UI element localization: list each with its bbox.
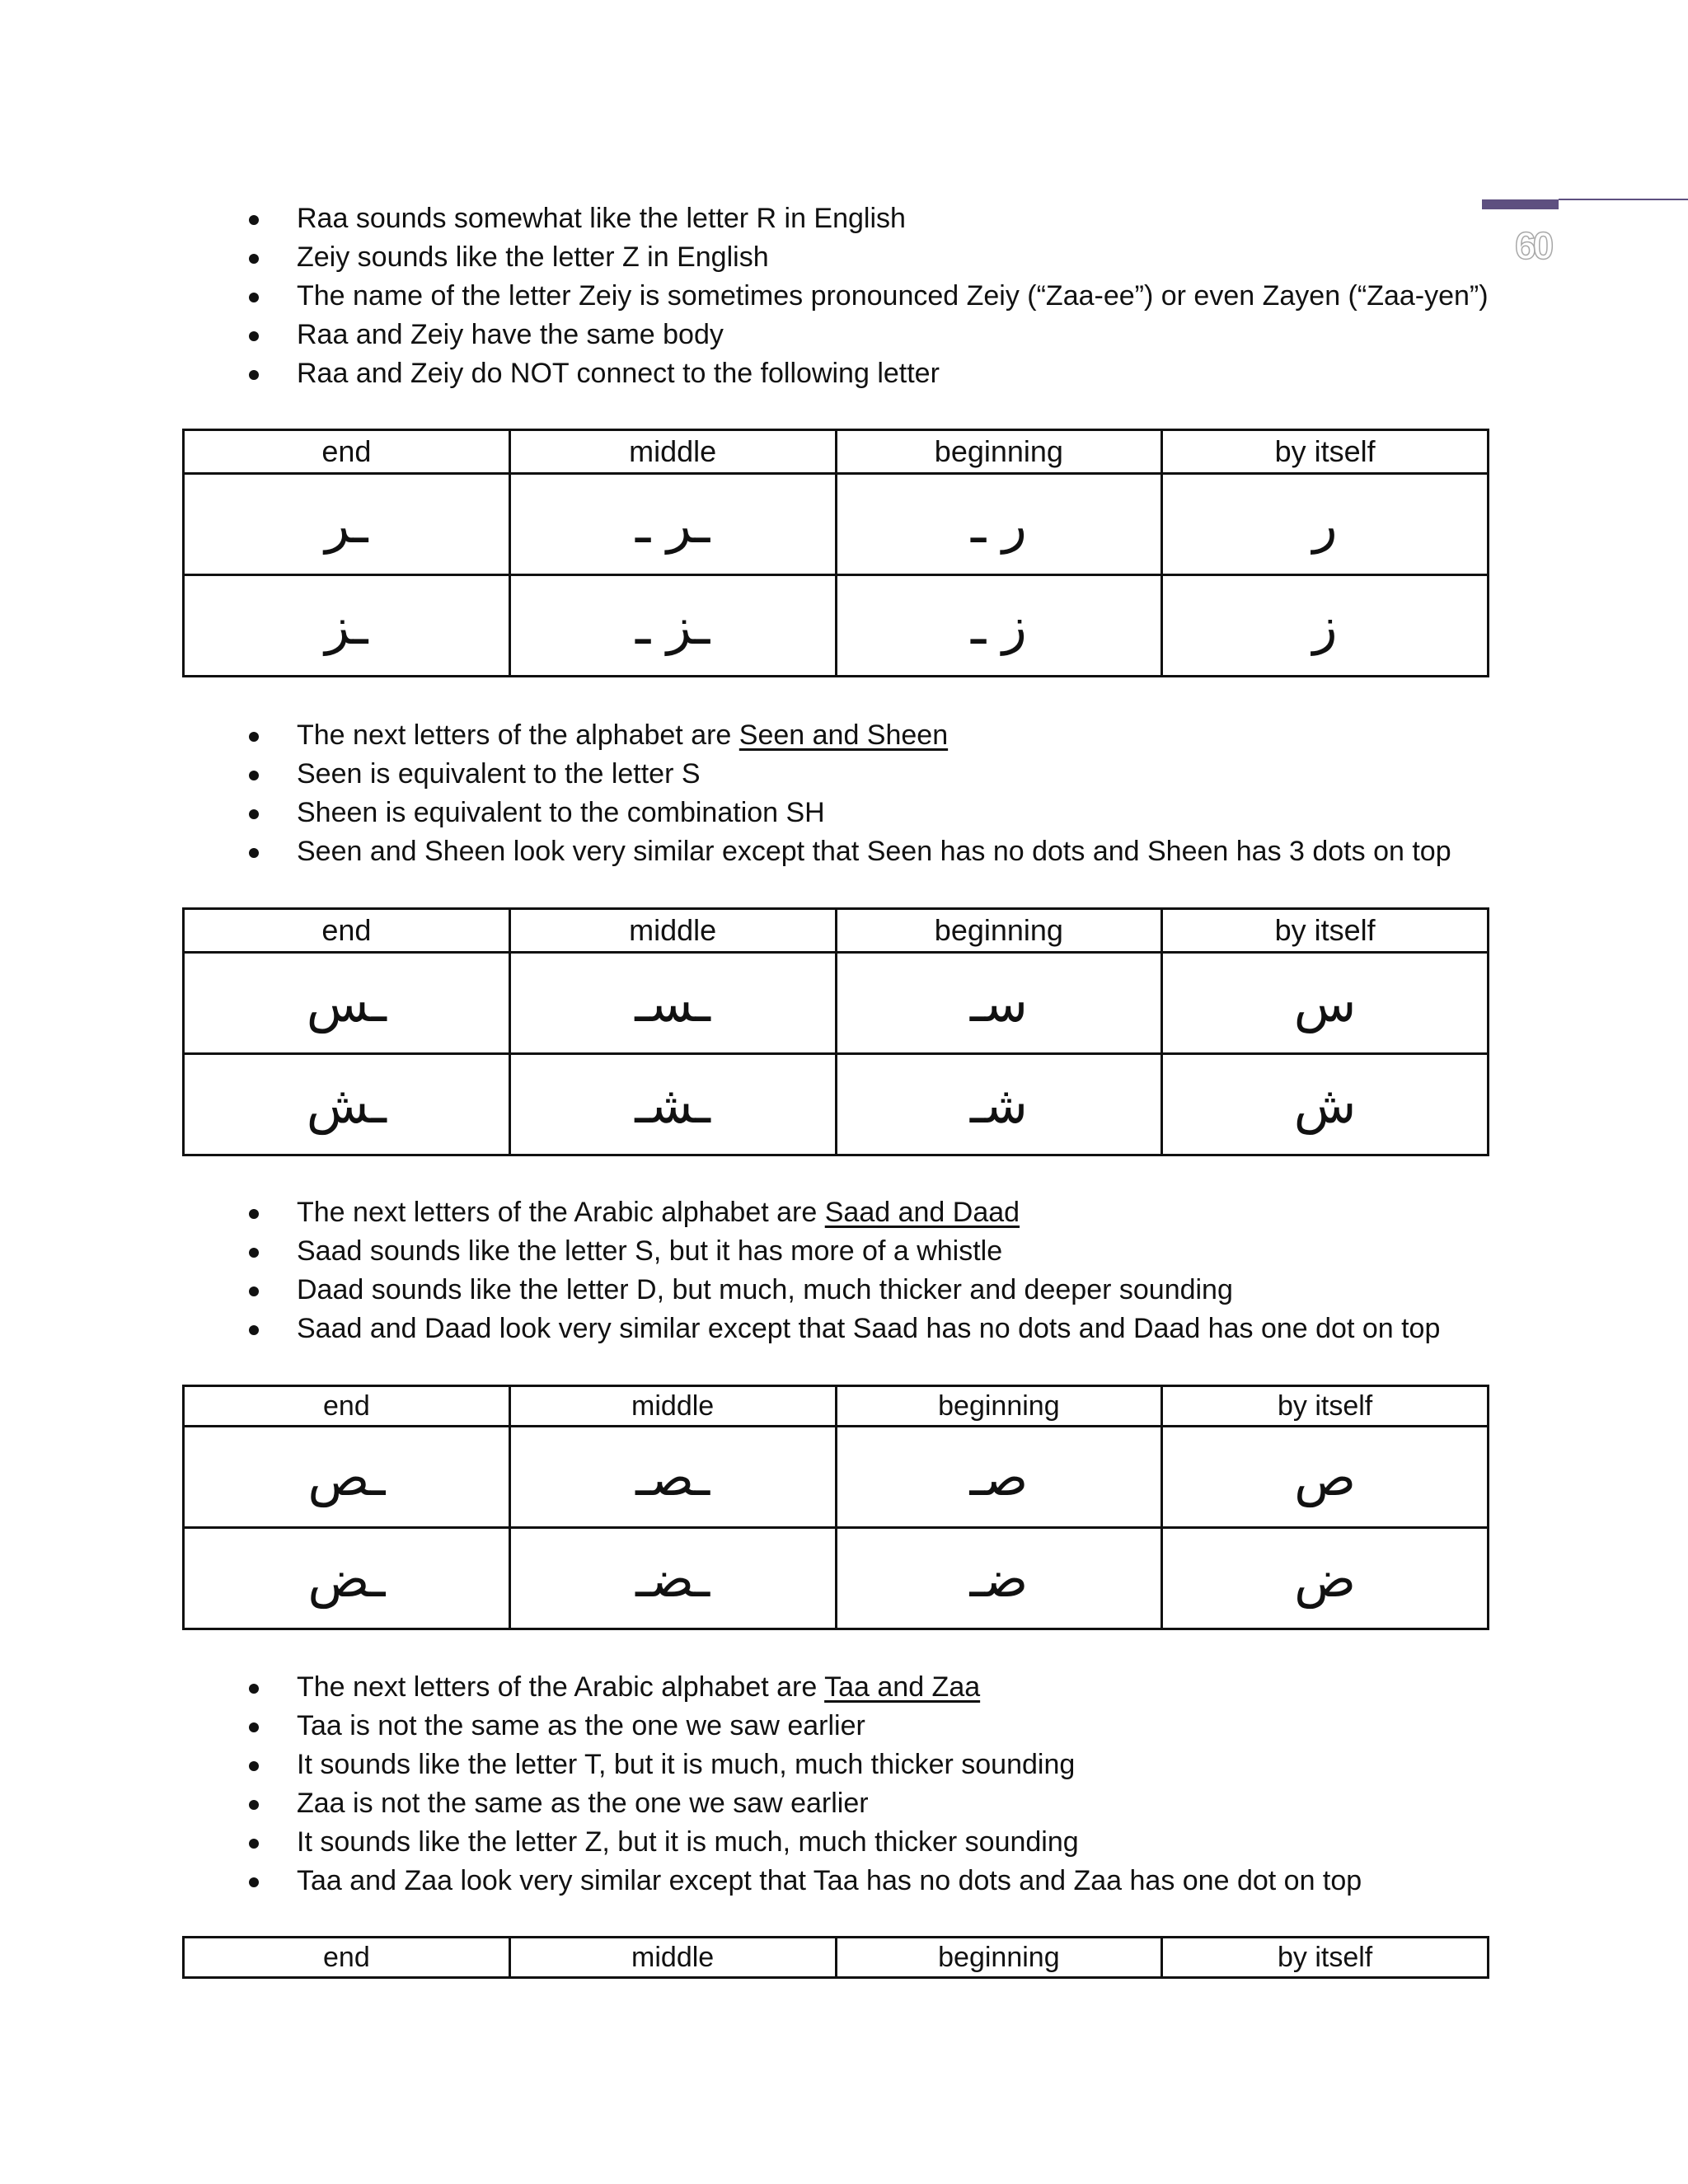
taa-zaa-table bbox=[182, 1936, 1489, 1979]
table-header-row bbox=[184, 909, 1489, 953]
header-middle: middle bbox=[509, 430, 836, 474]
bullet-dot bbox=[249, 771, 259, 780]
letter-cell: ر ـ bbox=[836, 474, 1162, 575]
header-end: end bbox=[184, 909, 510, 953]
bullet-text: Zaa is not the same as the one we saw earlier bbox=[297, 1788, 869, 1819]
bullet-text: The next letters of the alphabet are bbox=[297, 719, 739, 751]
bullet-dot bbox=[249, 1209, 259, 1219]
header-middle: middle bbox=[509, 909, 836, 953]
bullet-text: Daad sounds like the letter D, but much, much thicker and deeper sounding bbox=[297, 1274, 1233, 1305]
letter-cell: ـض bbox=[184, 1528, 510, 1629]
table-header-row bbox=[184, 1386, 1489, 1427]
bullet-dot bbox=[249, 370, 259, 380]
header-by-itself: by itself bbox=[1162, 909, 1489, 953]
letter-cell: ضـ bbox=[836, 1528, 1162, 1629]
raa-zeiy-bullets bbox=[0, 199, 1489, 393]
bullet-text: Taa is not the same as the one we saw earlier bbox=[297, 1710, 865, 1741]
bullet-dot bbox=[249, 1839, 259, 1849]
header-by-itself: by itself bbox=[1162, 1386, 1489, 1427]
table-row bbox=[184, 1054, 1489, 1155]
bullet-text: It sounds like the letter T, but it is much, much thicker sounding bbox=[297, 1749, 1076, 1780]
bullet-item bbox=[0, 277, 1489, 316]
bullet-text: Zeiy sounds like the letter Z in English bbox=[297, 241, 769, 273]
seen-sheen-table bbox=[182, 907, 1489, 1156]
bullet-text: Saad and Daad look very similar except that Saad has no dots and Daad has one dot on top bbox=[297, 1313, 1441, 1344]
saad-daad-table bbox=[182, 1385, 1489, 1630]
letter-cell: ز bbox=[1162, 575, 1489, 677]
letter-cell: ـصـ bbox=[509, 1427, 836, 1528]
bullet-item bbox=[0, 755, 1451, 794]
letter-cell: ص bbox=[1162, 1427, 1489, 1528]
bullet-dot bbox=[249, 1286, 259, 1296]
bullet-item bbox=[0, 1271, 1440, 1310]
bullet-dot bbox=[249, 1761, 259, 1771]
table-header-row bbox=[184, 1938, 1489, 1978]
table-row bbox=[184, 953, 1489, 1054]
bullet-item bbox=[0, 1707, 1362, 1746]
bullet-text: The next letters of the Arabic alphabet are bbox=[297, 1671, 825, 1703]
header-end: end bbox=[184, 1938, 510, 1978]
table-row bbox=[184, 575, 1489, 677]
page-number-rule bbox=[1559, 199, 1688, 200]
bullet-underlined-text: Saad and Daad bbox=[824, 1197, 1020, 1228]
letter-cell: س bbox=[1162, 953, 1489, 1054]
seen-sheen-bullets bbox=[0, 716, 1451, 871]
bullet-text: Taa and Zaa look very similar except that Taa has no dots and Zaa has one dot on top bbox=[297, 1865, 1362, 1896]
bullet-item bbox=[0, 832, 1451, 871]
header-beginning: beginning bbox=[836, 430, 1162, 474]
bullet-item bbox=[0, 316, 1489, 354]
raa-zeiy-table bbox=[182, 429, 1489, 677]
page-number: 60 bbox=[1515, 224, 1551, 267]
letter-cell: ـضـ bbox=[509, 1528, 836, 1629]
bullet-text: The next letters of the Arabic alphabet are bbox=[297, 1197, 825, 1228]
bullet-dot bbox=[249, 1248, 259, 1258]
bullet-text: Sheen is equivalent to the combination SH bbox=[297, 797, 825, 828]
header-beginning: beginning bbox=[836, 1938, 1162, 1978]
header-by-itself: by itself bbox=[1162, 1938, 1489, 1978]
page-number-bar bbox=[1482, 199, 1559, 209]
table-row bbox=[184, 1427, 1489, 1528]
saad-daad-bullets bbox=[0, 1193, 1440, 1348]
table-header-row bbox=[184, 430, 1489, 474]
bullet-item bbox=[0, 794, 1451, 832]
bullet-underlined-text: Taa and Zaa bbox=[824, 1671, 981, 1703]
bullet-dot bbox=[249, 1325, 259, 1335]
letter-cell: ـص bbox=[184, 1427, 510, 1528]
bullet-dot bbox=[249, 848, 259, 858]
bullet-dot bbox=[249, 1877, 259, 1887]
bullet-dot bbox=[249, 1722, 259, 1732]
bullet-text: Raa and Zeiy have the same body bbox=[297, 319, 724, 350]
header-middle: middle bbox=[509, 1386, 836, 1427]
bullet-item bbox=[0, 354, 1489, 393]
letter-cell: ـر ـ bbox=[509, 474, 836, 575]
bullet-dot bbox=[249, 254, 259, 264]
header-beginning: beginning bbox=[836, 1386, 1162, 1427]
bullet-text: Seen and Sheen look very similar except that Seen has no dots and Sheen has 3 dots on top bbox=[297, 836, 1451, 867]
bullet-item bbox=[0, 1668, 1362, 1707]
bullet-text: Saad sounds like the letter S, but it has more of a whistle bbox=[297, 1235, 1003, 1267]
letter-cell: ـز ـ bbox=[509, 575, 836, 677]
bullet-text: Raa and Zeiy do NOT connect to the following letter bbox=[297, 358, 940, 389]
letter-cell: ـش bbox=[184, 1054, 510, 1155]
bullet-dot bbox=[249, 331, 259, 341]
header-end: end bbox=[184, 430, 510, 474]
page-number-badge bbox=[1482, 194, 1688, 267]
bullet-item bbox=[0, 1310, 1440, 1348]
bullet-item bbox=[0, 238, 1489, 277]
letter-cell: ـز bbox=[184, 575, 510, 677]
bullet-text: It sounds like the letter Z, but it is much, much thicker sounding bbox=[297, 1826, 1079, 1858]
bullet-item bbox=[0, 1784, 1362, 1823]
bullet-item bbox=[0, 1193, 1440, 1232]
table-row bbox=[184, 474, 1489, 575]
bullet-dot bbox=[249, 1684, 259, 1694]
letter-cell: ش bbox=[1162, 1054, 1489, 1155]
letter-cell: ض bbox=[1162, 1528, 1489, 1629]
bullet-text: Raa sounds somewhat like the letter R in English bbox=[297, 203, 906, 234]
letter-cell: ـس bbox=[184, 953, 510, 1054]
taa-zaa-bullets bbox=[0, 1668, 1362, 1900]
bullet-dot bbox=[249, 1800, 259, 1810]
letter-cell: ـسـ bbox=[509, 953, 836, 1054]
bullet-item bbox=[0, 1862, 1362, 1900]
table-row bbox=[184, 1528, 1489, 1629]
header-end: end bbox=[184, 1386, 510, 1427]
bullet-dot bbox=[249, 215, 259, 225]
bullet-text: The name of the letter Zeiy is sometimes pronounced Zeiy (“Zaa-ee”) or even Zayen (“Zaa-yen”) bbox=[297, 280, 1489, 312]
letter-cell: شـ bbox=[836, 1054, 1162, 1155]
letter-cell: ز ـ bbox=[836, 575, 1162, 677]
letter-cell: ـشـ bbox=[509, 1054, 836, 1155]
bullet-underlined-text: Seen and Sheen bbox=[738, 719, 949, 751]
bullet-dot bbox=[249, 732, 259, 742]
letter-cell: ر bbox=[1162, 474, 1489, 575]
letter-cell: ـر bbox=[184, 474, 510, 575]
header-middle: middle bbox=[509, 1938, 836, 1978]
bullet-text: Seen is equivalent to the letter S bbox=[297, 758, 701, 790]
header-by-itself: by itself bbox=[1162, 430, 1489, 474]
bullet-dot bbox=[249, 809, 259, 819]
letter-cell: سـ bbox=[836, 953, 1162, 1054]
bullet-item bbox=[0, 1746, 1362, 1784]
bullet-item bbox=[0, 1232, 1440, 1271]
bullet-dot bbox=[249, 293, 259, 302]
header-beginning: beginning bbox=[836, 909, 1162, 953]
bullet-item bbox=[0, 716, 1451, 755]
bullet-item bbox=[0, 199, 1489, 238]
letter-cell: صـ bbox=[836, 1427, 1162, 1528]
bullet-item bbox=[0, 1823, 1362, 1862]
